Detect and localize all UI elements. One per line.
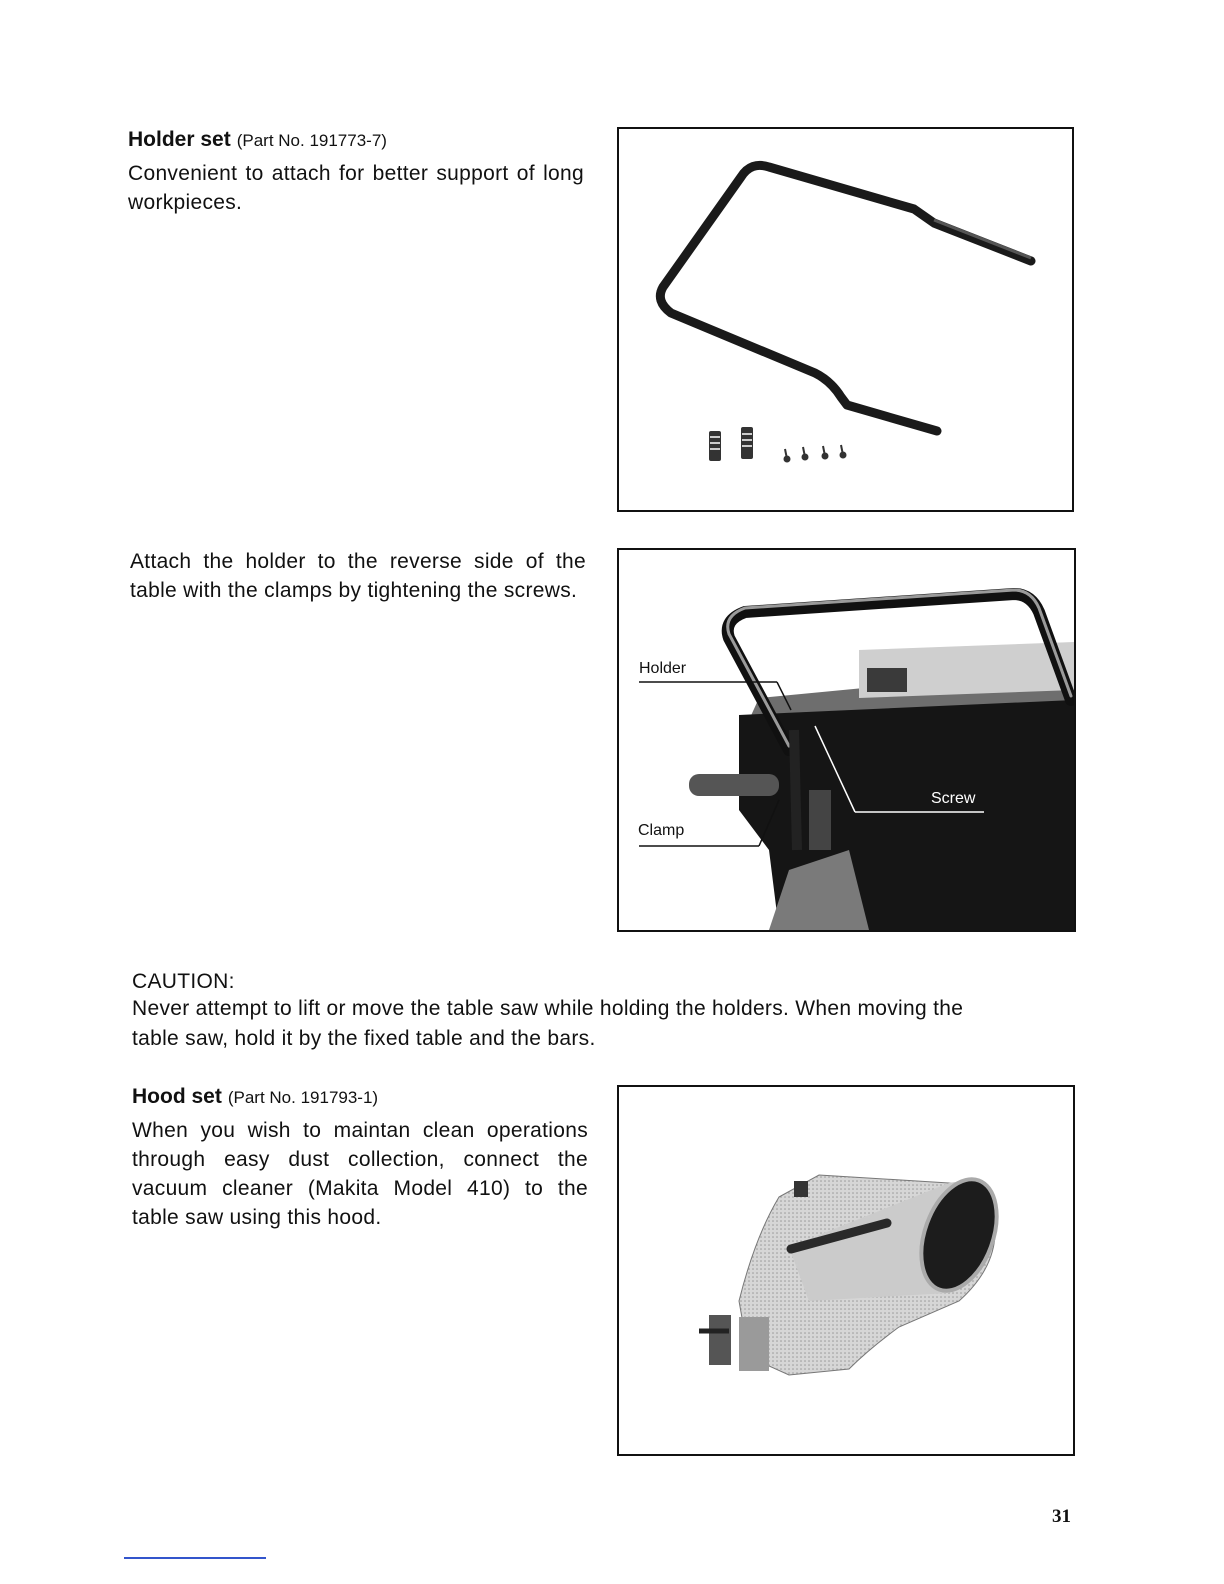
- hood-set-heading: [132, 1083, 378, 1112]
- holder-set-photo: [617, 127, 1074, 512]
- caution-line-1: Never attempt to lift or move the table saw while holding the holders. When moving the: [132, 997, 964, 1020]
- holder-installed-photo: [617, 548, 1076, 932]
- holder-label: Holder: [639, 660, 687, 677]
- page-number: 31: [1052, 1506, 1071, 1527]
- holder-set-part-no: (Part No. 191773-7): [236, 131, 387, 150]
- caution-title: CAUTION:: [132, 970, 235, 993]
- screw-label: Screw: [931, 790, 976, 807]
- holder-set-title: Holder set: [128, 128, 231, 151]
- hood-set-photo: [617, 1085, 1075, 1456]
- footer-rule: [124, 1557, 266, 1559]
- clamp-label: Clamp: [638, 822, 685, 839]
- hood-set-title: Hood set: [132, 1085, 222, 1108]
- hood-set-description: When you wish to maintan clean operations through easy dust collection, connect the vacuum cleaner (Makita Model 410) to the table saw using this hood.: [132, 1119, 588, 1229]
- holder-set-heading: [128, 126, 387, 155]
- holder-set-description: Convenient to attach for better support of long workpieces.: [128, 162, 584, 214]
- hood-set-part-no: (Part No. 191793-1): [227, 1088, 379, 1107]
- attach-instructions: Attach the holder to the reverse side of the table with the clamps by tightening the screws.: [130, 550, 586, 602]
- caution-line-2: table saw, hold it by the fixed table and the bars.: [132, 1027, 596, 1050]
